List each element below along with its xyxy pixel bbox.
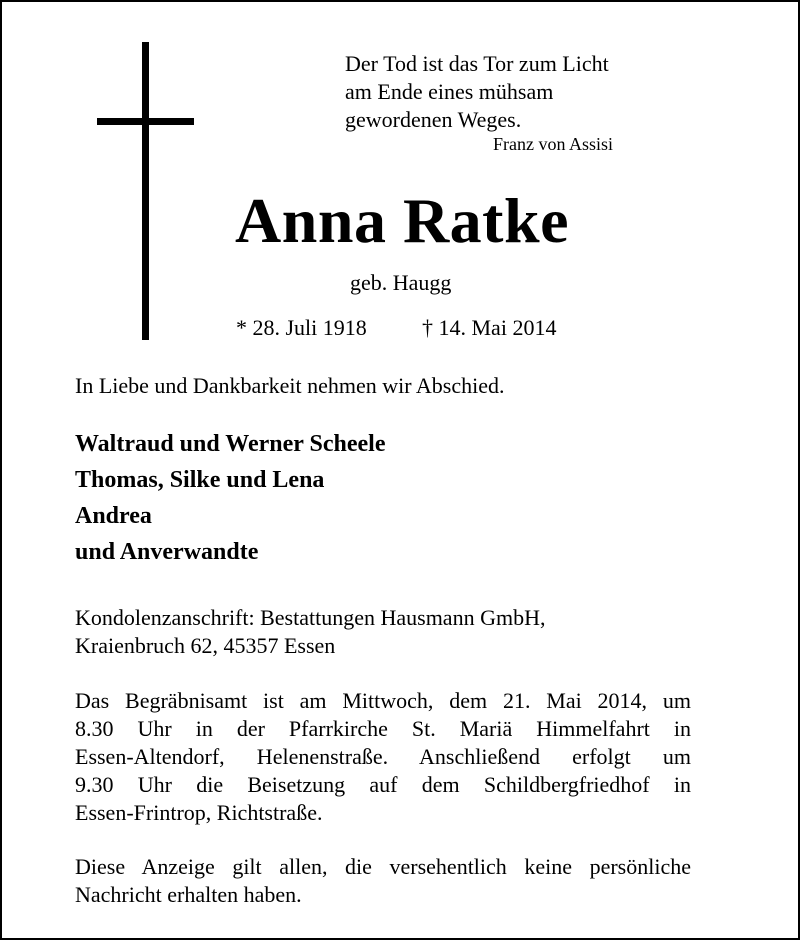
maiden-name: geb. Haugg [350,270,452,295]
funeral-line: Das Begräbnisamt ist am Mittwoch, dem 21. Mai 2014, um [75,688,691,713]
quote-line: gewordenen Weges. [345,107,522,132]
funeral-line: 8.30 Uhr in der Pfarrkirche St. Mariä Himmelfahrt in [75,716,691,741]
funeral-line: Essen-Altendorf, Helenenstraße. Anschließend erfolgt um [75,744,691,769]
quote-author: Franz von Assisi [493,134,614,154]
farewell-text: In Liebe und Dankbarkeit nehmen wir Abschied. [75,373,505,398]
death-date: † 14. Mai 2014 [422,315,557,340]
cross-icon-crossbar [97,118,194,125]
mourner: Thomas, Silke und Lena [75,467,325,493]
quote-line: Der Tod ist das Tor zum Licht [345,51,609,76]
mourner: und Anverwandte [75,539,259,565]
condolence-line: Kraienbruch 62, 45357 Essen [75,633,336,658]
mourners-list [75,426,385,570]
mourner: Waltraud und Werner Scheele [75,431,386,457]
condolence-line: Kondolenzanschrift: Bestattungen Hausmann GmbH, [75,605,546,630]
funeral-details [75,687,691,827]
notice-text [75,853,691,909]
quote-line: am Ende eines mühsam [345,79,554,104]
deceased-name: Anna Ratke [235,185,569,256]
notice-line: Nachricht erhalten haben. [75,882,302,907]
condolence-address [75,604,545,660]
quote [345,50,609,134]
funeral-line: 9.30 Uhr die Beisetzung auf dem Schildbergfriedhof in [75,772,691,797]
birth-date: * 28. Juli 1918 [236,315,367,340]
funeral-line: Essen-Frintrop, Richtstraße. [75,800,323,825]
mourner: Andrea [75,503,152,529]
notice-line: Diese Anzeige gilt allen, die versehentlich keine persönliche [75,854,691,879]
